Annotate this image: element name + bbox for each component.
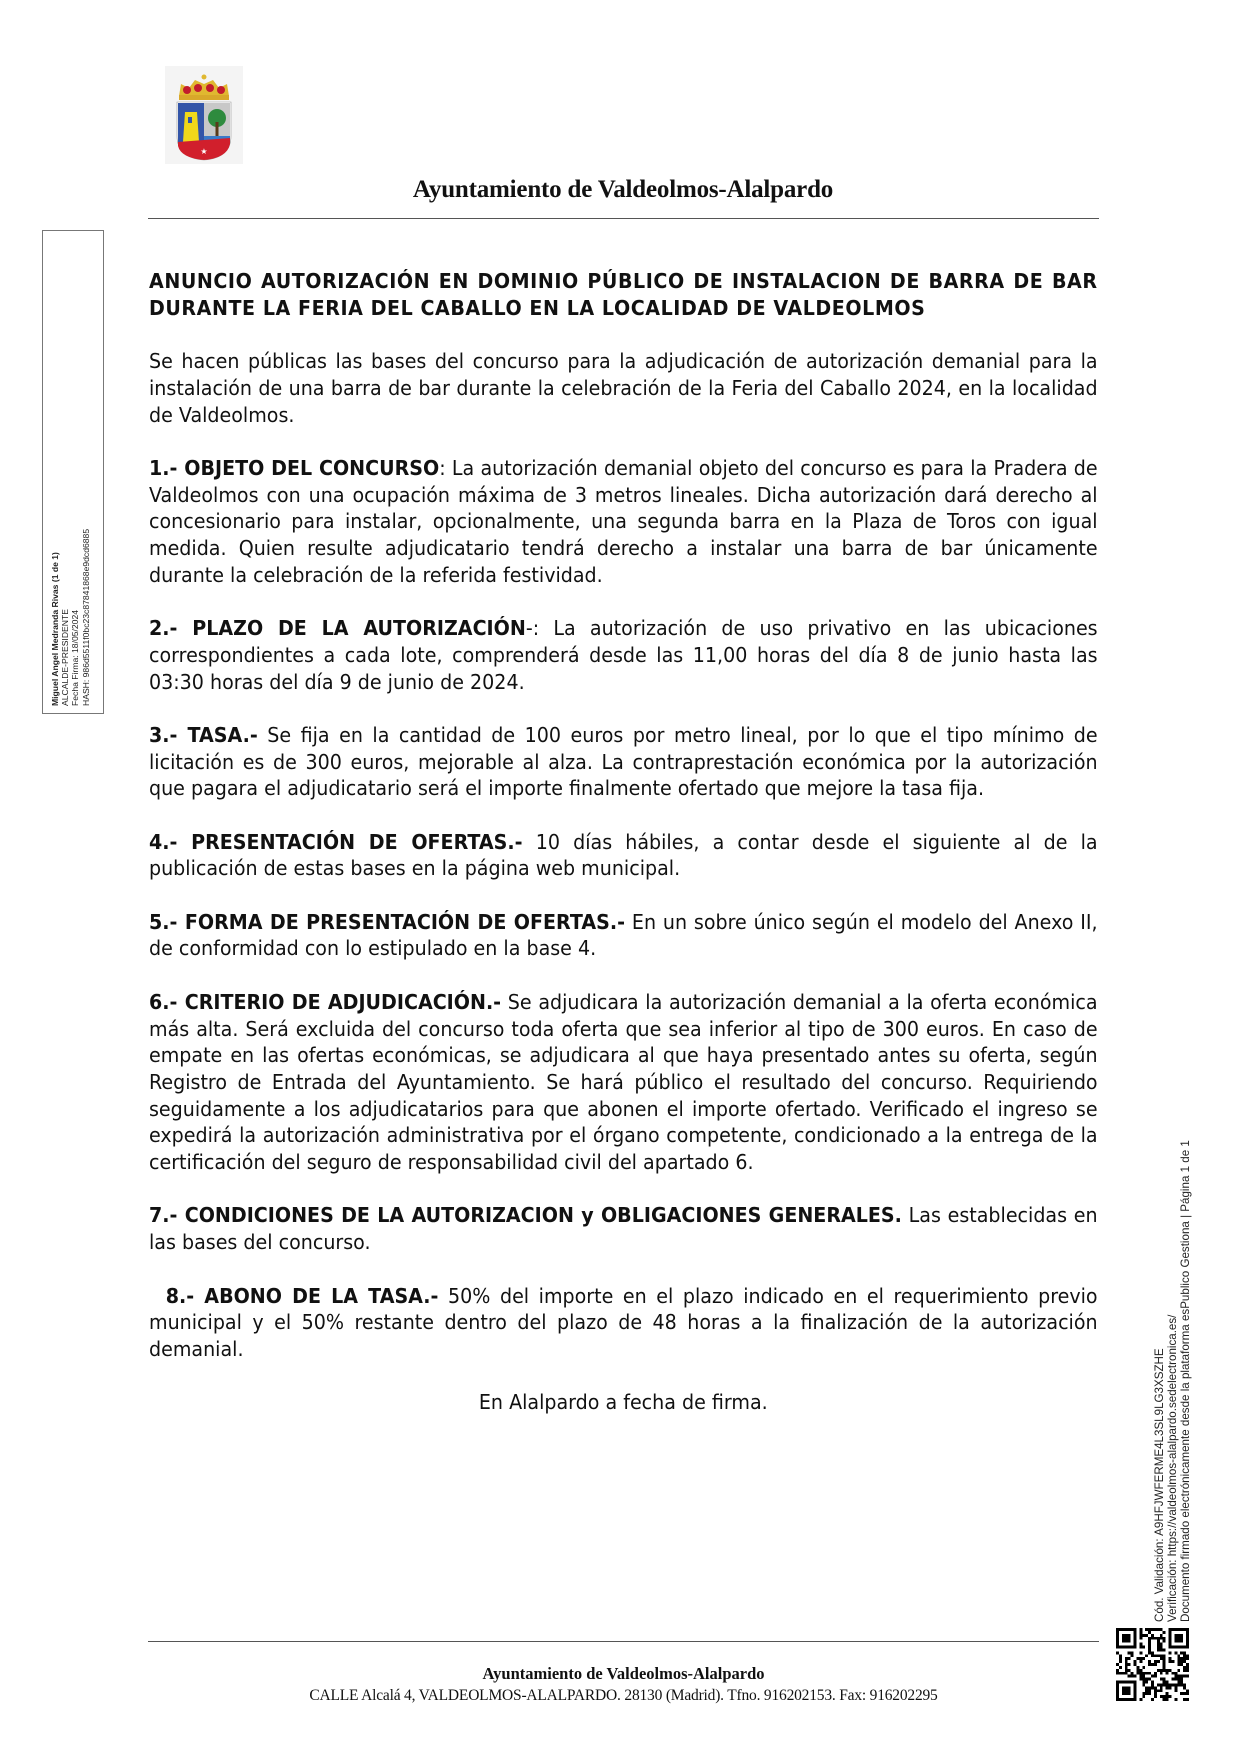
signer-role: ALCALDE-PRESIDENTE <box>60 609 71 706</box>
signer-name: Miguel Angel Medranda Rivas (1 de 1) <box>50 552 60 706</box>
section-body: : La autorización demanial objeto del concurso es para la Pradera de Valdeolmos con una ocupación máxima de 3 metros lineales. Dicha autorización dará derecho al concesionario para instalar, opcionalmente, una segunda barra en la Plaza de Toros con igual medida. Quien resulte adjudicatario tendrá derecho a instalar una barra de bar únicamente durante la celebración de la referida festividad. <box>149 455 1098 587</box>
verification-text <box>1153 1062 1192 1622</box>
validation-code: Cód. Validación: A9HFJWFERME4L3SL9LG3XSZHE <box>1153 1348 1166 1622</box>
section-1 <box>149 455 1098 589</box>
closing-line: En Alalpardo a fecha de firma. <box>478 1390 768 1415</box>
section-3 <box>149 722 1098 802</box>
section-7 <box>149 1202 1098 1255</box>
section-body: 50% del importe en el plazo indicado en el requerimiento previo municipal y el 50% restante dentro del plazo de 48 horas a la finalización de la autorización demanial. <box>149 1283 1098 1361</box>
section-body: Se adjudicara la autorización demanial a la oferta económica más alta. Será excluida del concurso toda oferta que sea inferior al tipo de 300 euros. En caso de empate en las ofertas económicas, se adjudicara al que haya presentado antes su oferta, según Registro de Entrada del Ayuntamiento. Se hará público el resultado del concurso. Requiriendo seguidamente a los adjudicatarios para que abonen el importe ofertado. Verificado el ingreso se expedirá la autorización administrativa por el órgano competente, condicionado a la entrega de la certificación del seguro de responsabilidad civil del apartado 6. <box>149 989 1098 1175</box>
section-heading: 6.- CRITERIO DE ADJUDICACIÓN.- <box>149 989 502 1014</box>
document-body <box>149 268 1098 1443</box>
signature-hash: HASH: 986d5511f0bc23c87841868e9dcd6885 <box>80 528 91 706</box>
header-title: Ayuntamiento de Valdeolmos-Alalpardo <box>412 176 834 203</box>
verification-url[interactable]: Verificación: https://valdeolmos-alalpardo.sedelectronica.es/ <box>1166 1314 1179 1622</box>
section-body: 10 días hábiles, a contar desde el siguiente al de la publicación de estas bases en la página web municipal. <box>149 829 1098 881</box>
document-title: ANUNCIO AUTORIZACIÓN EN DOMINIO PÚBLICO DE INSTALACION DE BARRA DE BAR DURANTE LA FERIA DEL CABALLO EN LA LOCALIDAD DE VALDEOLMOS <box>149 269 1098 320</box>
section-6 <box>149 989 1098 1176</box>
section-5 <box>149 909 1098 962</box>
section-body: -: La autorización de uso privativo en las ubicaciones correspondientes a cada lote, comprenderá desde las 11,00 horas del día 8 de junio hasta las 03:30 horas del día 9 de junio de 2024. <box>149 616 1098 694</box>
intro-paragraph: Se hacen públicas las bases del concurso para la adjudicación de autorización demanial para la instalación de una barra de bar durante la celebración de la Feria del Caballo 2024, en la localidad de Valdeolmos. <box>149 349 1098 427</box>
header-divider <box>148 218 1099 219</box>
footer-divider <box>148 1641 1099 1642</box>
coat-of-arms-logo <box>165 66 243 164</box>
signature-text <box>50 246 91 706</box>
footer-address: CALLE Alcalá 4, VALDEOLMOS-ALALPARDO. 28130 (Madrid). Tfno. 916202153. Fax: 916202295 <box>309 1687 938 1704</box>
platform-note: Documento firmado electrónicamente desde la plataforma esPublico Gestiona | Página 1 de 1 <box>1179 1140 1192 1622</box>
section-4 <box>149 829 1098 882</box>
section-body: En un sobre único según el modelo del Anexo II, de conformidad con lo estipulado en la base 4. <box>149 909 1098 961</box>
section-heading: 2.- PLAZO DE LA AUTORIZACIÓN <box>149 616 526 641</box>
svg-text:★: ★ <box>200 147 208 156</box>
section-heading: 3.- TASA.- <box>149 722 258 747</box>
section-heading: 7.- CONDICIONES DE LA AUTORIZACION y OBLIGACIONES GENERALES. <box>149 1203 902 1228</box>
section-heading: 8.- ABONO DE LA TASA.- <box>165 1283 439 1308</box>
section-heading: 1.- OBJETO DEL CONCURSO <box>149 455 440 480</box>
signature-date: Fecha Firma: 18/05/2024 <box>70 609 81 706</box>
footer-name: Ayuntamiento de Valdeolmos-Alalpardo <box>482 1664 765 1683</box>
section-heading: 4.- PRESENTACIÓN DE OFERTAS.- <box>149 829 523 854</box>
section-body: Se fija en la cantidad de 100 euros por metro lineal, por lo que el tipo mínimo de licitación es de 300 euros, mejorable al alza. La contraprestación económica por la autorización que pagara el adjudicatario será el importe finalmente ofertado que mejore la tasa fija. <box>149 722 1098 801</box>
section-8 <box>149 1283 1098 1363</box>
section-2 <box>149 615 1098 695</box>
section-body: Las establecidas en las bases del concurso. <box>149 1203 1098 1255</box>
qr-code-icon <box>1116 1628 1189 1701</box>
section-heading: 5.- FORMA DE PRESENTACIÓN DE OFERTAS.- <box>149 909 626 934</box>
